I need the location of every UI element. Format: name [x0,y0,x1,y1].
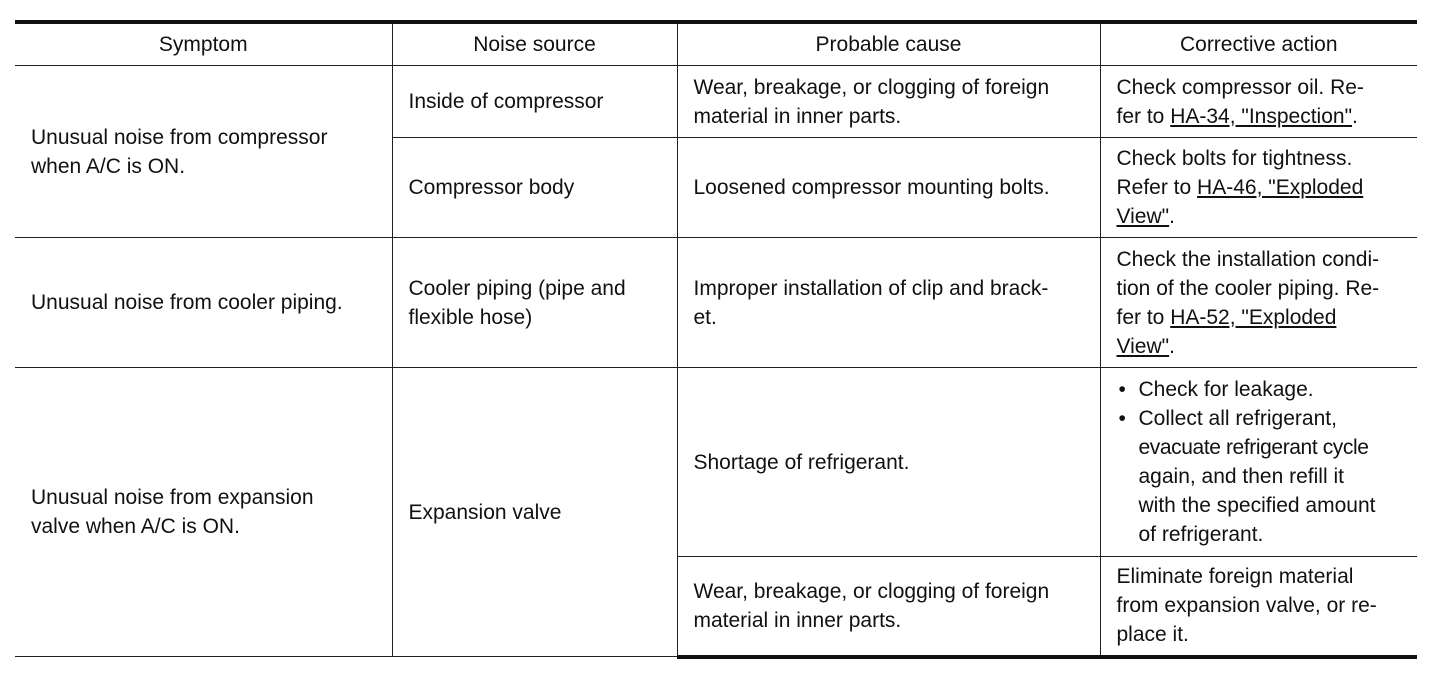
table-row [15,368,1417,557]
noise-source-cell [392,368,677,657]
action-line: Check for leakage. [1138,378,1314,401]
action-bullet-list [1117,375,1408,549]
action-text: fer to [1116,104,1171,128]
action-line: tion of the cooler piping. Re- [1116,276,1380,300]
action-line: evacuate refrigerant cycle [1138,436,1369,459]
diagnosis-table [15,20,1417,659]
symptom-cell [15,368,392,657]
bullet-icon: • [1118,407,1126,430]
probable-cause-cell [677,368,1100,557]
reference-link[interactable]: View" [1116,334,1170,358]
noise-source-cell [392,66,677,138]
reference-link[interactable]: HA-34, "Inspection" [1170,104,1353,128]
action-line [1117,102,1408,131]
action-line [1117,332,1408,361]
action-line: from expansion valve, or re- [1116,594,1377,618]
list-item [1117,375,1408,404]
header-noise-source: Noise source [392,22,677,66]
symptom-line: Unusual noise from expansion [31,486,314,509]
source-line: Expansion valve [408,500,562,524]
action-line: Collect all refrigerant, [1138,407,1337,430]
action-line: of refrigerant. [1138,523,1264,546]
table-row [15,66,1417,138]
source-line: Cooler piping (pipe and [408,276,626,300]
header-symptom: Symptom [15,22,392,66]
noise-source-cell [392,138,677,238]
action-text: fer to [1116,305,1171,329]
cause-line: material in inner parts. [693,608,902,632]
reference-link[interactable]: View" [1116,205,1170,228]
action-line: again, and then refill it [1138,465,1344,488]
probable-cause-cell [677,557,1100,657]
symptom-line: Unusual noise from compressor [31,125,328,149]
action-line [1117,303,1408,332]
action-line: Check the installation condi- [1116,247,1380,271]
corrective-action-cell [1100,138,1417,238]
cause-line: Wear, breakage, or clogging of foreign [693,579,1050,603]
action-text: . [1169,205,1175,228]
action-line [1117,202,1408,231]
cause-line: material in inner parts. [693,104,902,128]
probable-cause-cell [677,138,1100,238]
probable-cause-cell [677,238,1100,368]
symptom-line: valve when A/C is ON. [31,515,240,538]
source-line: flexible hose) [408,305,533,329]
table-row [15,238,1417,368]
symptom-cell [15,238,392,368]
action-line: Check bolts for tightness. [1116,147,1353,170]
action-line [1117,173,1408,202]
corrective-action-cell [1100,66,1417,138]
cause-line: Wear, breakage, or clogging of foreign [693,75,1050,99]
symptom-line: Unusual noise from cooler piping. [31,291,343,314]
action-line: Check compressor oil. Re- [1116,75,1364,99]
symptom-line: when A/C is ON. [31,154,186,178]
reference-link[interactable]: HA-46, "Exploded [1197,176,1364,199]
source-line: Compressor body [408,176,575,199]
action-line: Eliminate foreign material [1116,565,1354,589]
action-line: place it. [1116,623,1189,647]
action-text: Refer to [1116,176,1198,199]
cause-line: et. [693,305,717,329]
corrective-action-cell [1100,557,1417,657]
corrective-action-cell [1100,368,1417,557]
cause-line: Loosened compressor mounting bolts. [693,176,1050,199]
reference-link[interactable]: HA-52, "Exploded [1170,305,1337,329]
bullet-icon: • [1118,378,1126,401]
action-text: . [1169,334,1175,358]
action-text: . [1352,104,1358,128]
header-probable-cause: Probable cause [677,22,1100,66]
cause-line: Shortage of refrigerant. [693,450,910,474]
noise-source-cell [392,238,677,368]
cause-line: Improper installation of clip and brack- [693,276,1049,300]
corrective-action-cell [1100,238,1417,368]
header-corrective-action: Corrective action [1100,22,1417,66]
action-line: with the specified amount [1138,494,1376,517]
table-header-row [15,22,1417,66]
probable-cause-cell [677,66,1100,138]
symptom-cell [15,66,392,238]
list-item [1117,404,1408,549]
source-line: Inside of compressor [408,90,604,113]
